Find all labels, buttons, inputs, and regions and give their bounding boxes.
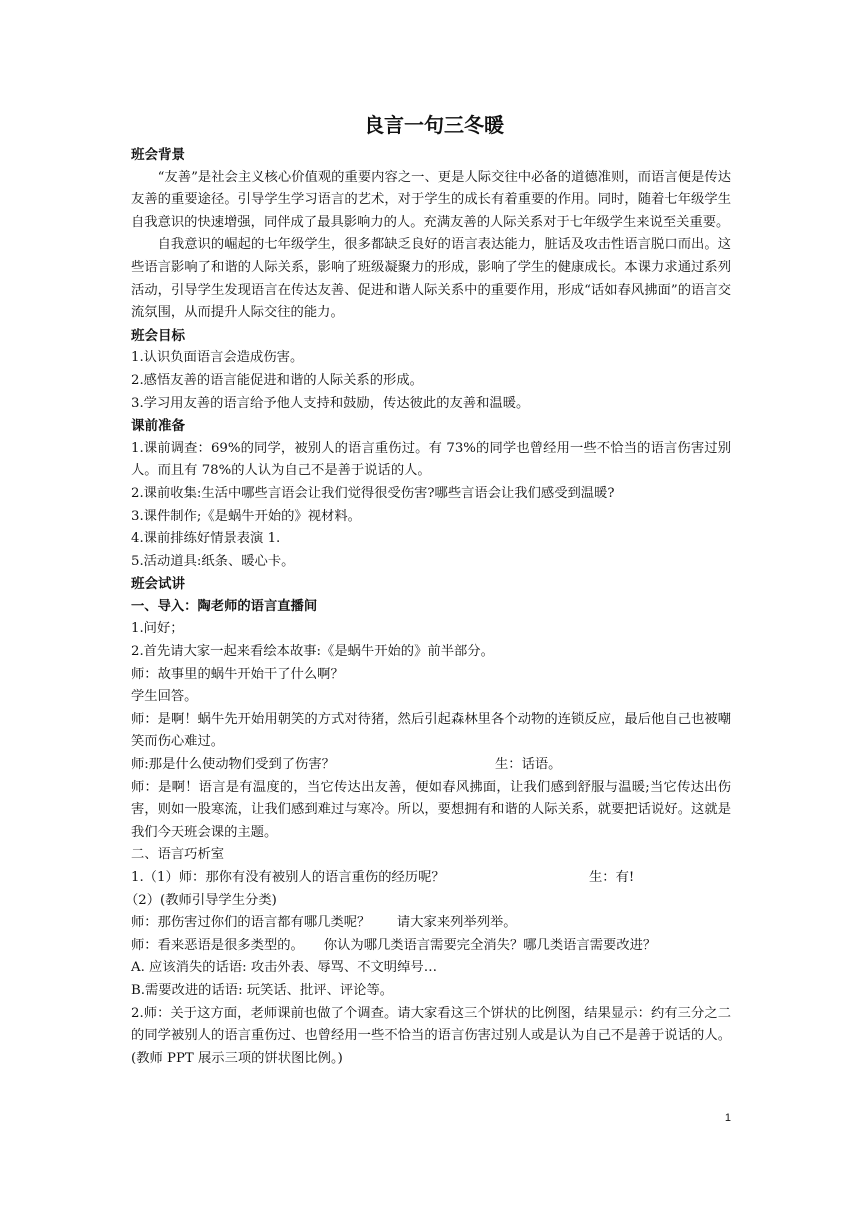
- trial-answer: 生：话语。: [495, 757, 562, 773]
- trial-part1-heading: [131, 596, 731, 619]
- document-title: 良言一句三冬暖: [364, 113, 504, 137]
- goal-item: 2.感悟友善的语言能促进和谐的人际关系的形成。: [131, 372, 423, 388]
- trial-part2-line: （2）(教师引导学生分类): [125, 892, 277, 908]
- prep-item: 4.课前排练好情景表演 1.: [131, 531, 281, 547]
- prep-item: 2.课前收集:生活中哪些言语会让我们觉得很受伤害?哪些言语会让我们感受到温暖?: [131, 485, 615, 501]
- page-number: 1: [724, 1112, 731, 1124]
- trial-line: 学生回答。: [131, 689, 198, 705]
- section-heading-prep: 课前准备: [131, 418, 185, 435]
- trial-part2-line: A. 应该消失的话语: 攻击外表、辱骂、不文明绰号…: [131, 960, 437, 976]
- trial-line: 师：故事里的蜗牛开始干了什么啊？: [131, 666, 344, 682]
- prep-item: 1.课前调查：69%的同学，被别人的语言重伤过。有 73%的同学也曾经用一些不恰当的语言伤害过别人。而且有 78%的人认为自己不是善于说话的人。: [131, 440, 731, 479]
- goal-item: 3.学习用友善的语言给予他人支持和鼓励，传达彼此的友善和温暖。: [131, 395, 530, 411]
- document-body: [125, 112, 731, 1070]
- trial-part2-answer: 生：有!: [589, 870, 635, 885]
- trial-line: 2.首先请大家一起来看绘本故事:《是蜗牛开始的》前半部分。: [131, 644, 494, 660]
- trial-part1-prefix: 一、导入：陶老师的: [131, 598, 251, 614]
- prep-item: 5.活动道具:纸条、暖心卡。: [131, 553, 295, 569]
- trial-part2-line: 师：看来恶语是很多类型的。 你认为哪几类语言需要完全消失？哪几类语言需要改进？: [131, 937, 657, 953]
- background-paragraph-1: “友善”是社会主义核心价值观的重要内容之一、更是人际交往中必备的道德准则，而语言便是传达友善的重要途径。引导学生学习语言的艺术，对于学生的成长有着重要的作用。同时，随着七年级学生自我意识的快速增强，同伴成了最具影响力的人。充满友善的人际关系对于七年级学生来说至关重要。: [131, 169, 731, 230]
- section-heading-goals: 班会目标: [131, 327, 185, 344]
- trial-part2-line: 2.师：关于这方面，老师课前也做了个调查。请大家看这三个饼状的比例图，结果显示：约有三分之二的同学被别人的语言重伤过、也曾经用一些不恰当的语言伤害过别人或是认为自己不是善于说话的人。(教师 PPT 展示三项的饼状图比例。): [131, 1005, 731, 1066]
- section-heading-trial: 班会试讲: [131, 576, 185, 593]
- trial-part2-question: 1.（1）师：那你有没有被别人的语言重伤的经历呢？: [131, 870, 445, 885]
- trial-qa-row: [131, 754, 731, 777]
- trial-line: 师：是啊！蜗牛先开始用朝笑的方式对待猪，然后引起森林里各个动物的连锁反应，最后他自己也被嘲笑而伤心难过。: [131, 711, 731, 750]
- trial-line: 1.问好；: [131, 621, 184, 637]
- trial-question: 师:那是什么使动物们受到了伤害？: [131, 757, 335, 773]
- trial-part2-line: B.需要改进的话语: 玩笑话、批评、评论等。: [131, 982, 394, 998]
- trial-part2-heading: 二、语言巧析室: [131, 847, 225, 863]
- prep-item: 3.课件制作;《是蜗牛开始的》视材料。: [131, 508, 361, 524]
- background-paragraph-2: 自我意识的崛起的七年级学生，很多都缺乏良好的语言表达能力，脏话及攻击性语言脱口而出。这些语言影响了和谐的人际关系，影响了班级凝聚力的形成，影响了学生的健康成长。本课力求通过系列活动，引导学生发现语言在传达友善、促进和谐人际关系中的重要作用，形成“话如春风拂面”的语言交流氛围，从而提升人际交往的能力。: [131, 237, 731, 321]
- goal-item: 1.认识负面语言会造成伤害。: [131, 350, 304, 366]
- trial-part2-qa-row: [131, 867, 731, 890]
- trial-part2-line: 师：那伤害过你们的语言都有哪几类呢？ 请大家来列举列举。: [131, 915, 517, 931]
- section-heading-background: 班会背景: [131, 147, 185, 163]
- trial-line: 师：是啊！语言是有温度的，当它传达出友善，便如春风拂面，让我们感到舒服与温暖;当它传达出伤害，则如一股寒流，让我们感到难过与寒冷。所以，要想拥有和谐的人际关系，就要把话说好。这就是我们今天班会课的主题。: [131, 779, 731, 840]
- trial-part1-bold: 语言直播间: [250, 598, 318, 614]
